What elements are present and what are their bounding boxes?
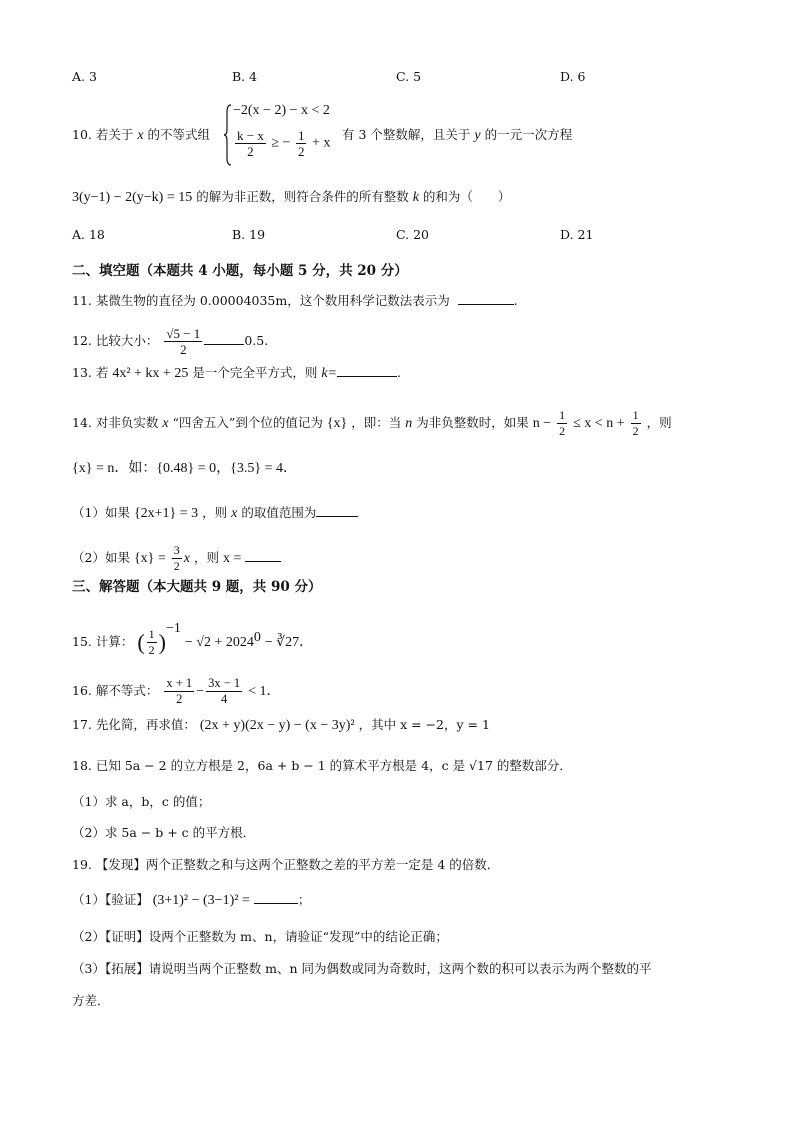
q10-frac1 (235, 128, 266, 159)
q16-frac1 (164, 676, 194, 707)
q16-frac2 (206, 676, 242, 707)
q10-option-c: C. 20 (396, 227, 429, 242)
q19-p1-answer-blank (254, 891, 298, 904)
q10-var-k: k (412, 190, 419, 205)
q14-p2-prefix: （2）如果 (72, 550, 130, 565)
q14-var-n: n (405, 416, 413, 431)
q16-num2: 3x − 1 (208, 676, 241, 690)
q14-ineq-a: n − (532, 416, 552, 431)
q14-prefix: 14. 对非负实数 (72, 415, 159, 430)
q14-tail: ，则 (646, 415, 672, 430)
q14-bracket-x: {x} (326, 416, 348, 431)
q10-system-line1: −2(x − 2) − x < 2 (233, 103, 330, 118)
q16-minus: − (196, 684, 205, 699)
q19-part2: （2）【证明】设两个正整数为 m、n，请验证“发现”中的结论正确； (72, 929, 448, 944)
q14-p1-expr: {2x+1} = 3 (133, 506, 199, 521)
q14-var-x: x (162, 416, 169, 431)
q14-half-num: 1 (559, 408, 566, 422)
q10-var-y: y (474, 128, 481, 143)
q14-p1-answer-blank (316, 504, 358, 517)
q14-half-left (557, 408, 567, 439)
q10-frac1-num: k − x (237, 128, 264, 143)
q13-tail: . (397, 365, 401, 380)
q15-den: 2 (148, 643, 155, 657)
q12-fraction (164, 326, 202, 357)
q14-p2-var-x: x (183, 551, 190, 566)
q17-tail: ，其中 x = −2，y = 1 (358, 717, 490, 732)
q14-p2-expr: {x} = (133, 551, 166, 566)
q14-p2-mid: ，则 (193, 550, 219, 565)
q16-den2: 4 (220, 692, 228, 706)
q10-option-a: A. 18 (72, 227, 105, 242)
q10-system-brace (224, 104, 232, 166)
q14-half-den: 2 (559, 424, 566, 438)
q16-prefix: 16. 解不等式： (72, 683, 159, 698)
q15 (72, 620, 313, 658)
q15-prefix: 15. 计算： (72, 634, 134, 649)
q19-part3: （3）【拓展】请说明当两个正整数 m、n 同为偶数或同为奇数时，这两个数的积可以表示为两个整数的平 (72, 961, 652, 976)
q10-var-x: x (137, 128, 144, 143)
q11-text: 11. 某微生物的直径为 0.00004035m，这个数用科学记数法表示为 (72, 293, 450, 308)
q14-half-right (631, 408, 641, 439)
q19-p1-prefix: （1）【验证】 (72, 892, 149, 907)
q9-option-a: A. 3 (72, 69, 97, 84)
q13-mid: 是一个完全平方式，则 (192, 365, 318, 380)
q14-mid3: 为非负整数时，如果 (416, 415, 529, 430)
q13-answer-blank (337, 364, 397, 377)
q19-p1-tail: ； (297, 892, 311, 907)
q19-part1 (72, 891, 310, 910)
q12 (72, 326, 268, 357)
q10-stem (72, 126, 210, 145)
q10-suffix-text: 有 3 个整数解，且关于 (342, 127, 471, 142)
q14-p1-var-x: x (231, 506, 238, 521)
q18-part2: （2）求 5a − b + c 的平方根． (72, 825, 256, 840)
q14-p2-tail: x = (222, 551, 242, 566)
q16-tail: < 1． (248, 684, 281, 699)
q13 (72, 364, 401, 383)
q16-den1: 2 (176, 692, 183, 706)
q14-p2-num: 3 (173, 543, 180, 557)
q14-p2-fraction (172, 543, 182, 574)
q10-option-b: B. 19 (232, 227, 266, 242)
q15-fraction (147, 627, 157, 658)
q14-stem (72, 408, 672, 439)
q19-part3-cont: 方差． (72, 993, 110, 1008)
q13-expression: 4x² + kx + 25 (112, 366, 189, 381)
q10-line2-text: 的解为非正数，则符合条件的所有整数 (196, 189, 409, 204)
q10-line2 (72, 188, 510, 207)
q10-frac2-den: 2 (297, 144, 305, 159)
q13-prefix: 13. 若 (72, 365, 109, 380)
q15-num: 1 (148, 627, 155, 641)
q10-option-d: D. 21 (560, 227, 594, 242)
q14-mid: “四舍五入”到个位的值记为 (172, 415, 323, 430)
q12-num: √5 − 1 (166, 326, 201, 341)
q9-option-d: D. 6 (560, 69, 586, 84)
q14-part1 (72, 504, 358, 523)
q15-paren-close: ) (158, 629, 166, 655)
q11-answer-blank (458, 292, 514, 305)
q15-exponent-0: 0 (253, 629, 261, 645)
q14-p1-mid: ，则 (202, 505, 228, 520)
q10-frac1-den: 2 (247, 144, 254, 159)
q10-line2-end: 的和为（ ） (422, 189, 511, 204)
q9-option-c: C. 5 (396, 69, 422, 84)
q15-exponent: −1 (166, 621, 181, 636)
q10-suffix2: 的一元一次方程 (484, 127, 573, 142)
q17-prefix: 17. 先化简，再求值： (72, 717, 196, 732)
q12-den: 2 (180, 342, 187, 357)
q14-p2-answer-blank (245, 549, 281, 562)
q14-p2-den: 2 (173, 559, 180, 573)
q15-rest2: − ∛27． (264, 635, 314, 650)
q16 (72, 676, 281, 707)
q19-stem: 19. 【发现】两个正整数之和与这两个正整数之差的平方差一定是 4 的倍数． (72, 857, 500, 872)
q14-part2 (72, 543, 281, 574)
q14-half-num-2: 1 (632, 408, 639, 422)
q15-rest: − √2 + 2024 (184, 635, 254, 650)
q15-paren-open: ( (137, 629, 145, 655)
section-3-heading: 三、解答题（本大题共 9 题，共 90 分） (72, 579, 322, 595)
q14-p1-tail: 的取值范围为 (241, 505, 317, 520)
q12-tail: 0.5. (244, 333, 269, 348)
q12-answer-blank (204, 332, 244, 345)
section-2-heading: 二、填空题（本题共 4 小题，每小题 5 分，共 20 分） (72, 263, 408, 279)
q17 (72, 716, 490, 735)
q14-p1-prefix: （1）如果 (72, 505, 130, 520)
q10-op: ≥ − (271, 135, 291, 151)
q10-system-line2 (233, 128, 330, 159)
q18-part1: （1）求 a，b，c 的值； (72, 794, 211, 809)
q13-k: k= (321, 366, 337, 381)
q16-num1: x + 1 (166, 676, 193, 690)
q12-prefix: 12. 比较大小： (72, 333, 159, 348)
q14-mid2: ，即：当 (351, 415, 402, 430)
q14-half-den-2: 2 (632, 424, 639, 438)
q18-stem: 18. 已知 5a − 2 的立方根是 2，6a + b − 1 的算术平方根是 4，c 是 √17 的整数部分． (72, 758, 572, 773)
q9-option-b: B. 4 (232, 69, 258, 84)
q10-mid: 的不等式组 (147, 127, 211, 142)
q11 (72, 292, 518, 310)
q10-suffix (342, 126, 572, 145)
q14-ineq-b: ≤ x < n + (573, 416, 625, 431)
q10-prefix: 10. 若关于 (72, 127, 134, 142)
q10-line2-tail: + x (311, 135, 331, 151)
q11-end: . (513, 293, 518, 308)
q19-p1-expr: (3+1)² − (3−1)² = (152, 893, 250, 908)
q14-example: {x} = n．如：{0.48} = 0，{3.5} = 4． (72, 461, 298, 476)
q10-equation: 3(y−1) − 2(y−k) = 15 (72, 190, 193, 205)
q17-expression: (2x + y)(2x − y) − (x − 3y)² (199, 718, 355, 733)
q10-frac2-num: 1 (297, 128, 305, 143)
q10-frac2 (296, 128, 307, 159)
